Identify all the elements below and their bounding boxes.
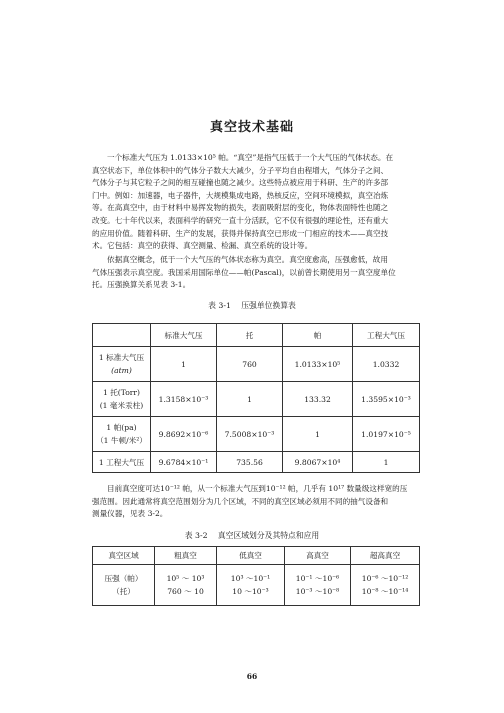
text-line: 气体分子与其它粒子之间的相互碰撞也随之减少。这些特点被应用于科研、生产的许多部 [92,178,389,188]
table-row [93,417,420,452]
table-header-row [93,547,420,565]
text-line: 真空状态下，单位体积中的气体分子数大大减少，分子平均自由程增大，气体分子之间、 [92,165,389,175]
torr-range: 760 ～ 10 [167,587,204,596]
units-paragraph [92,254,417,292]
text-line: 测量仪器，见表 3-2。 [92,509,168,519]
table-header-cell [93,324,151,347]
row-label-main: 1 标准大气压 [98,353,145,362]
table-cell: 7.5008×10⁻³ [217,417,283,452]
row-label-sub: (atm) [111,366,132,375]
table-cell: 1.0332 [353,347,420,382]
pa-range: 10⁻⁶ ～10⁻¹² [361,574,409,583]
table-header-cell: 超高真空 [351,547,420,565]
table-cell: 760 [217,347,283,382]
table-header-cell: 高真空 [285,547,351,565]
row-label-main: 1 工程大气压 [98,457,145,467]
table-cell [351,565,420,606]
row-label [93,452,151,473]
table-cell: 1.3158×10⁻³ [151,382,217,417]
page-number: 66 [246,672,258,681]
text-line: 依据真空概念，低于一个大气压的气体状态称为真空。真空度愈高，压强愈低，故用 [107,255,388,264]
table-cell: 1 [283,417,353,452]
table-header-cell: 工程大气压 [353,324,420,347]
table-cell: 1.0197×10⁻⁵ [353,417,420,452]
table-row [93,347,420,382]
table-row [93,565,420,606]
table-header-cell: 标准大气压 [151,324,217,347]
table-header-cell: 粗真空 [155,547,217,565]
table-header-cell: 托 [217,324,283,347]
table2-caption: 表 3-2 真空区域划分及其特点和应用 [184,531,320,540]
row-label-main: 压强（帕） [104,574,143,583]
table-cell: 735.56 [217,452,283,473]
table-cell [217,565,285,606]
pa-range: 10⁻¹ ～10⁻⁶ [295,574,340,583]
row-label [93,382,151,417]
text-line: 等。在高真空中，由于材料中易挥发物的损失，表面吸附层的变化，物体表面特性也随之 [92,203,389,213]
table-row [93,382,420,417]
row-label-main: 1 托(Torr) [102,388,141,397]
table-cell: 1 [353,452,420,473]
text-line: 的应用价值。随着科研、生产的发展，获得并保持真空已形成一门相应的技术——真空技 [92,228,389,238]
row-label-sub: (1 毫米汞柱) [99,401,144,410]
pa-range: 10³ ～10⁻¹ [230,574,271,583]
text-line: 门中。例如：加速器，电子器件，大规模集成电路，热核反应，空间环境模拟，真空冶炼 [92,190,389,200]
text-line: 目前真空度可达10⁻¹² 帕，从一个标准大气压到10⁻¹² 帕，几乎有 10¹⁷ 数量级这样宽的压 [107,484,408,493]
pressure-conversion-table [92,323,420,473]
table-cell: 1.0133×10⁵ [283,347,353,382]
table-row [93,452,420,473]
table-header-cell: 低真空 [217,547,285,565]
table-cell: 133.32 [283,382,353,417]
table-cell [155,565,217,606]
table-cell: 9.8067×10⁴ [283,452,353,473]
text-line: 一个标准大气压为 1.0133×10⁵ 帕。“真空”是指气压低于一个大气压的气体状态。在 [107,153,394,162]
text-line: 气体压强表示真空度。我国采用国际单位——帕(Pascal)，以前曾长期使用另一真空度单位 [92,267,396,277]
page-title: 真空技术基础 [209,120,294,135]
torr-range: 10⁻³ ～10⁻⁸ [295,587,340,596]
text-line: 强范围。因此通常将真空范围划分为几个区域，不同的真空区域必须用不同的抽气设备和 [92,496,389,506]
table-cell: 9.6784×10⁻¹ [151,452,217,473]
table1-caption: 表 3-1 压强单位换算表 [208,301,296,310]
row-label-sub: （托） [112,587,135,596]
table-cell: 1.3595×10⁻³ [353,382,420,417]
vacuum-range-paragraph [92,483,417,521]
table-cell [285,565,351,606]
row-label-sub: （1 牛顿/米²） [96,436,147,445]
row-label-main: 1 帕(pa) [106,423,137,432]
table-cell: 9.8692×10⁻⁶ [151,417,217,452]
text-line: 术。它包括：真空的获得、真空测量、检漏、真空系统的设计等。 [92,241,313,251]
torr-range: 10 ～10⁻³ [232,587,269,596]
intro-paragraph [92,152,417,253]
row-label [93,565,155,606]
text-line: 改变。七十年代以来，表面科学的研究一直十分活跃，它不仅有很强的理论性，还有重大 [92,215,389,225]
pa-range: 10⁵ ～ 10³ [166,574,205,583]
text-line: 托。压强换算关系见表 3-1。 [92,280,191,290]
vacuum-region-table [92,546,420,606]
table-header-cell: 真空区域 [93,547,155,565]
torr-range: 10⁻⁸ ～10⁻¹⁴ [361,587,409,596]
table-cell: 1 [151,347,217,382]
row-label [93,417,151,452]
table-header-cell: 帕 [283,324,353,347]
table-header-row [93,324,420,347]
table-cell: 1 [217,382,283,417]
row-label [93,347,151,382]
